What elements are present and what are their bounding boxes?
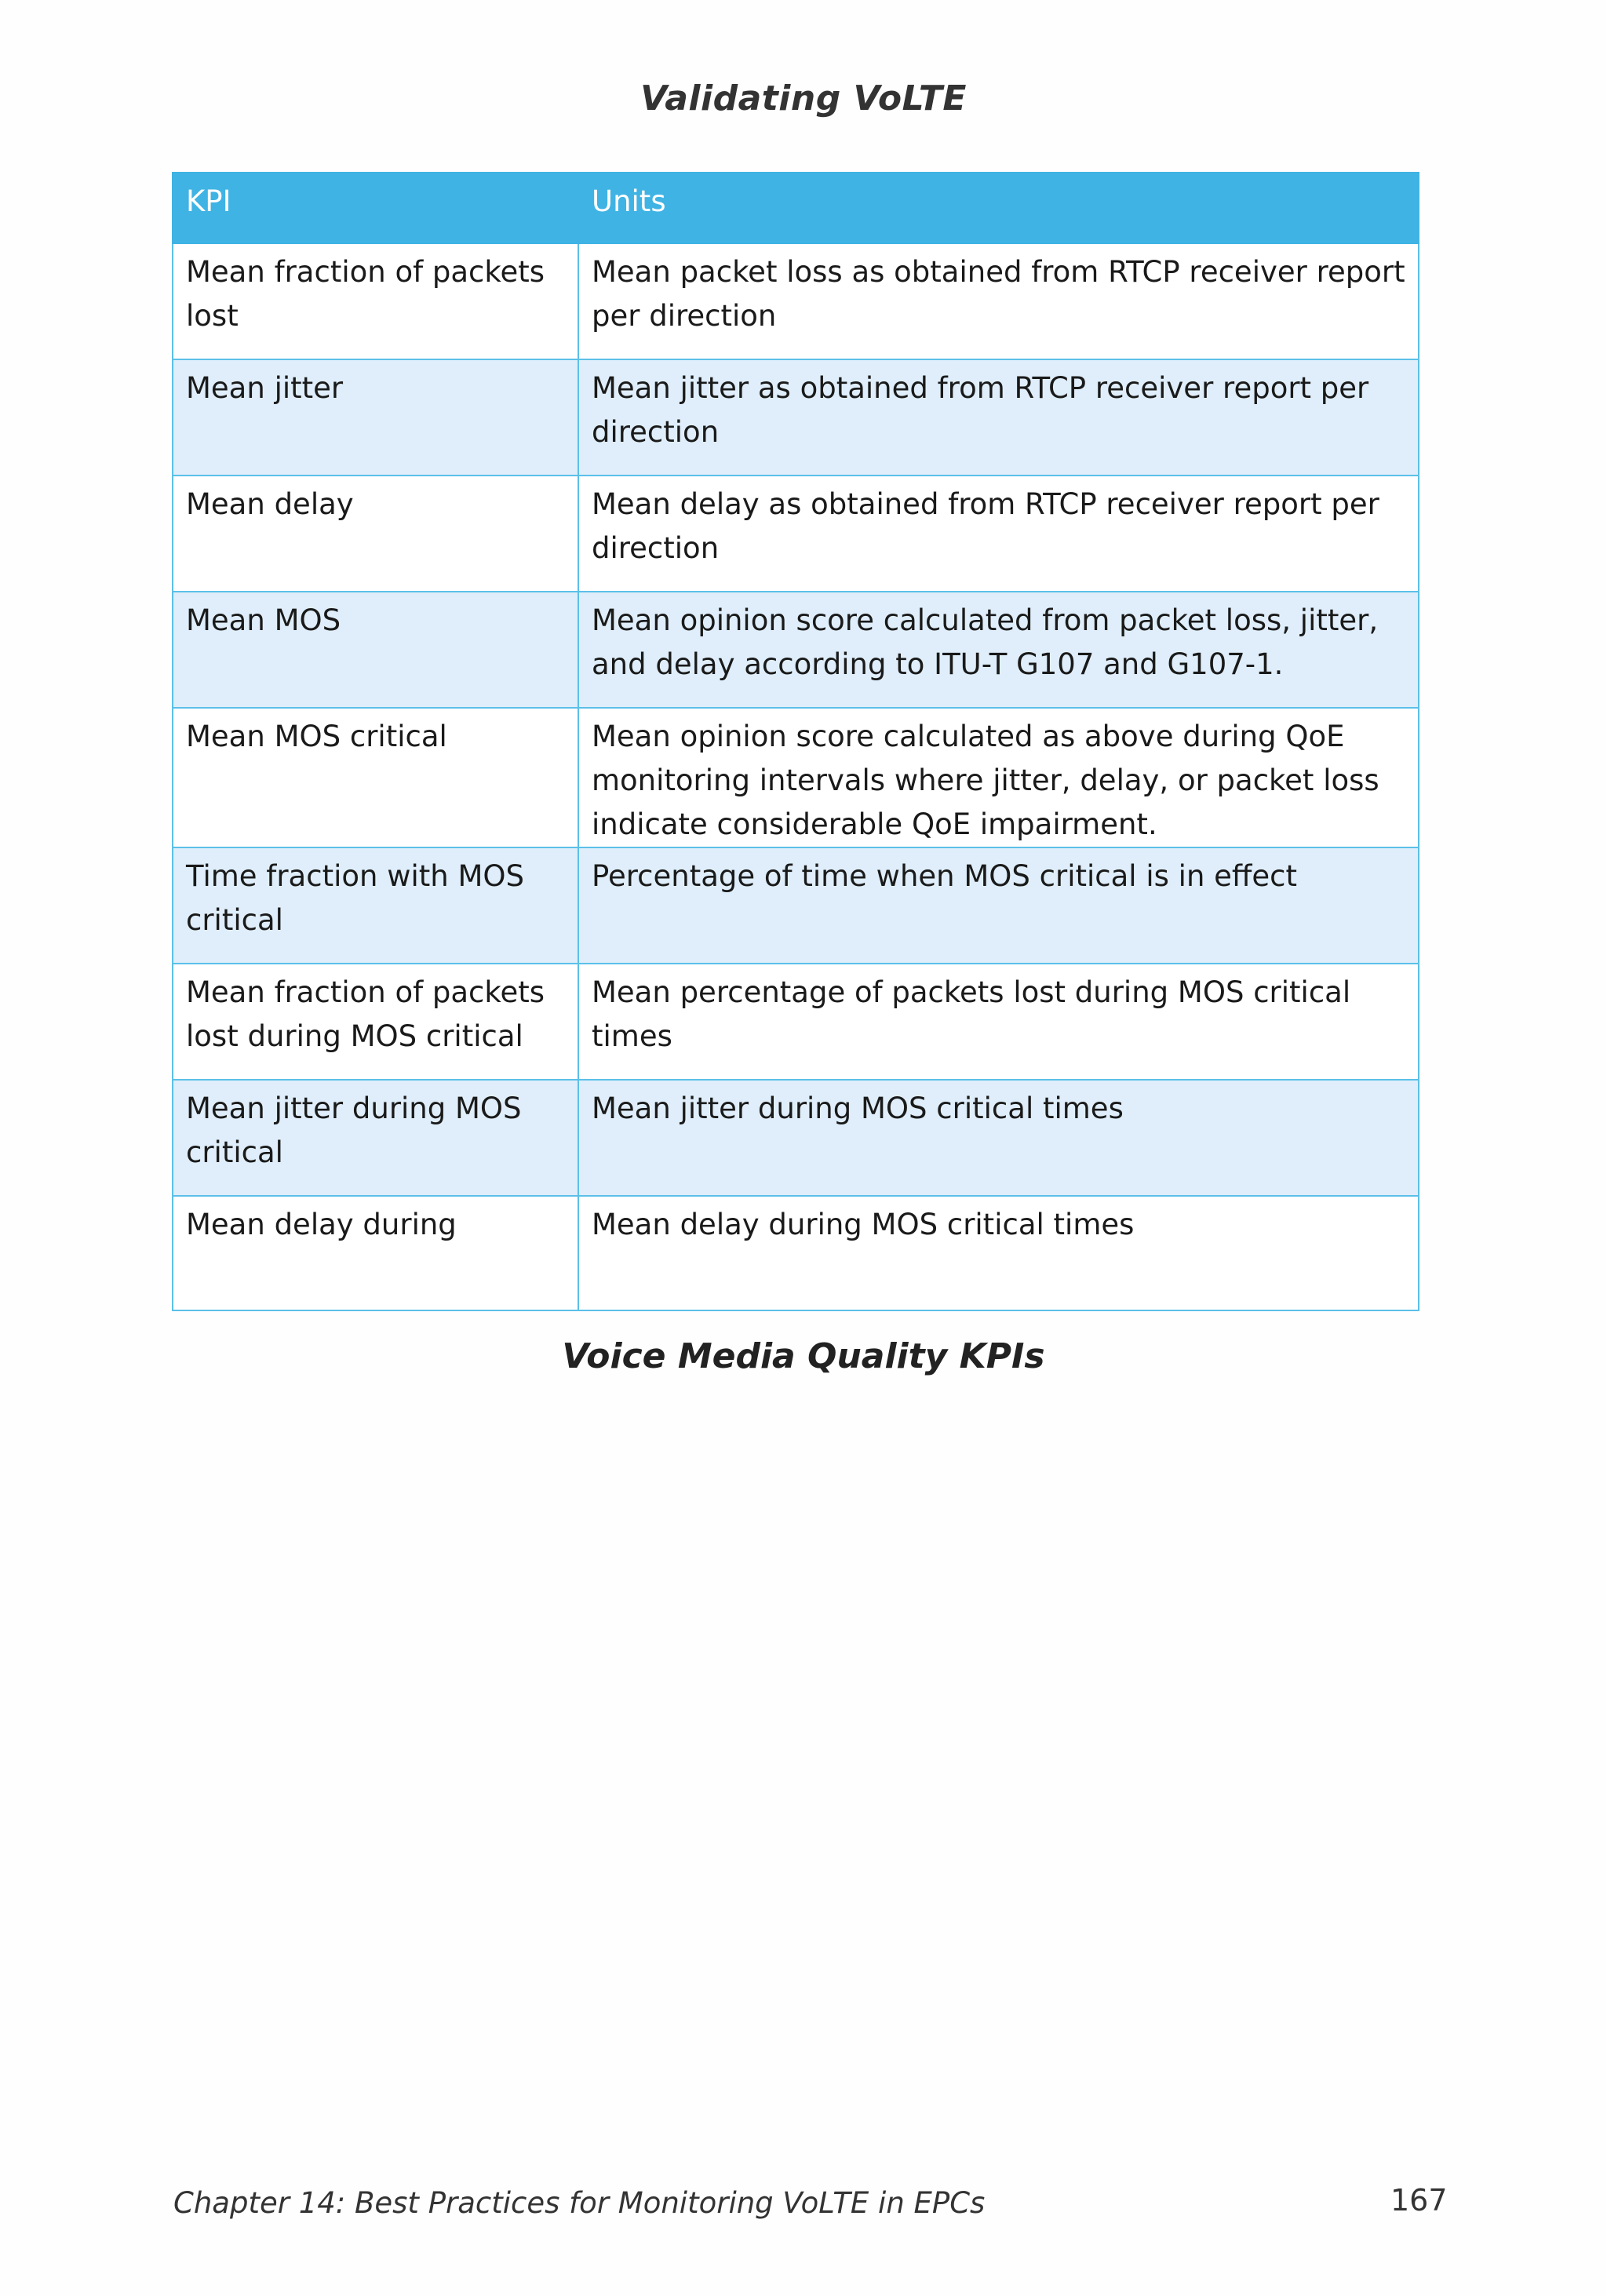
kpi-cell: Mean jitter bbox=[173, 359, 578, 476]
table-header-row bbox=[173, 173, 1419, 243]
units-cell: Mean opinion score calculated as above during QoE monitoring intervals where jitter, delay, or packet loss indicate considerable QoE impairment. bbox=[578, 708, 1419, 847]
page-header-title: Validating VoLTE bbox=[640, 78, 967, 118]
page-number: 167 bbox=[1390, 2183, 1448, 2218]
kpi-table bbox=[172, 172, 1419, 1311]
kpi-cell: Time fraction with MOS critical bbox=[173, 847, 578, 964]
table-row bbox=[173, 847, 1419, 964]
column-header-kpi: KPI bbox=[173, 173, 578, 243]
kpi-cell: Mean delay bbox=[173, 476, 578, 592]
kpi-cell: Mean jitter during MOS critical bbox=[173, 1080, 578, 1196]
kpi-cell: Mean MOS critical bbox=[173, 708, 578, 847]
table-row bbox=[173, 359, 1419, 476]
column-header-units: Units bbox=[578, 173, 1419, 243]
table-row bbox=[173, 964, 1419, 1080]
table-row bbox=[173, 1080, 1419, 1196]
units-cell: Mean packet loss as obtained from RTCP receiver report per direction bbox=[578, 243, 1419, 359]
units-cell: Mean delay during MOS critical times bbox=[578, 1196, 1419, 1310]
table-row bbox=[173, 592, 1419, 708]
kpi-cell: Mean fraction of packets lost during MOS critical bbox=[173, 964, 578, 1080]
kpi-cell: Mean MOS bbox=[173, 592, 578, 708]
table-row bbox=[173, 476, 1419, 592]
units-cell: Mean jitter as obtained from RTCP receiver report per direction bbox=[578, 359, 1419, 476]
units-cell: Mean percentage of packets lost during MOS critical times bbox=[578, 964, 1419, 1080]
footer-chapter-title: Chapter 14: Best Practices for Monitoring VoLTE in EPCs bbox=[173, 2186, 986, 2220]
table-row bbox=[173, 243, 1419, 359]
units-cell: Percentage of time when MOS critical is in effect bbox=[578, 847, 1419, 964]
units-cell: Mean opinion score calculated from packet loss, jitter, and delay according to ITU-T G107 and G107-1. bbox=[578, 592, 1419, 708]
table-row bbox=[173, 708, 1419, 847]
units-cell: Mean delay as obtained from RTCP receiver report per direction bbox=[578, 476, 1419, 592]
table-caption: Voice Media Quality KPIs bbox=[562, 1336, 1045, 1376]
kpi-cell: Mean delay during bbox=[173, 1196, 578, 1310]
kpi-cell: Mean fraction of packets lost bbox=[173, 243, 578, 359]
table-row bbox=[173, 1196, 1419, 1310]
units-cell: Mean jitter during MOS critical times bbox=[578, 1080, 1419, 1196]
